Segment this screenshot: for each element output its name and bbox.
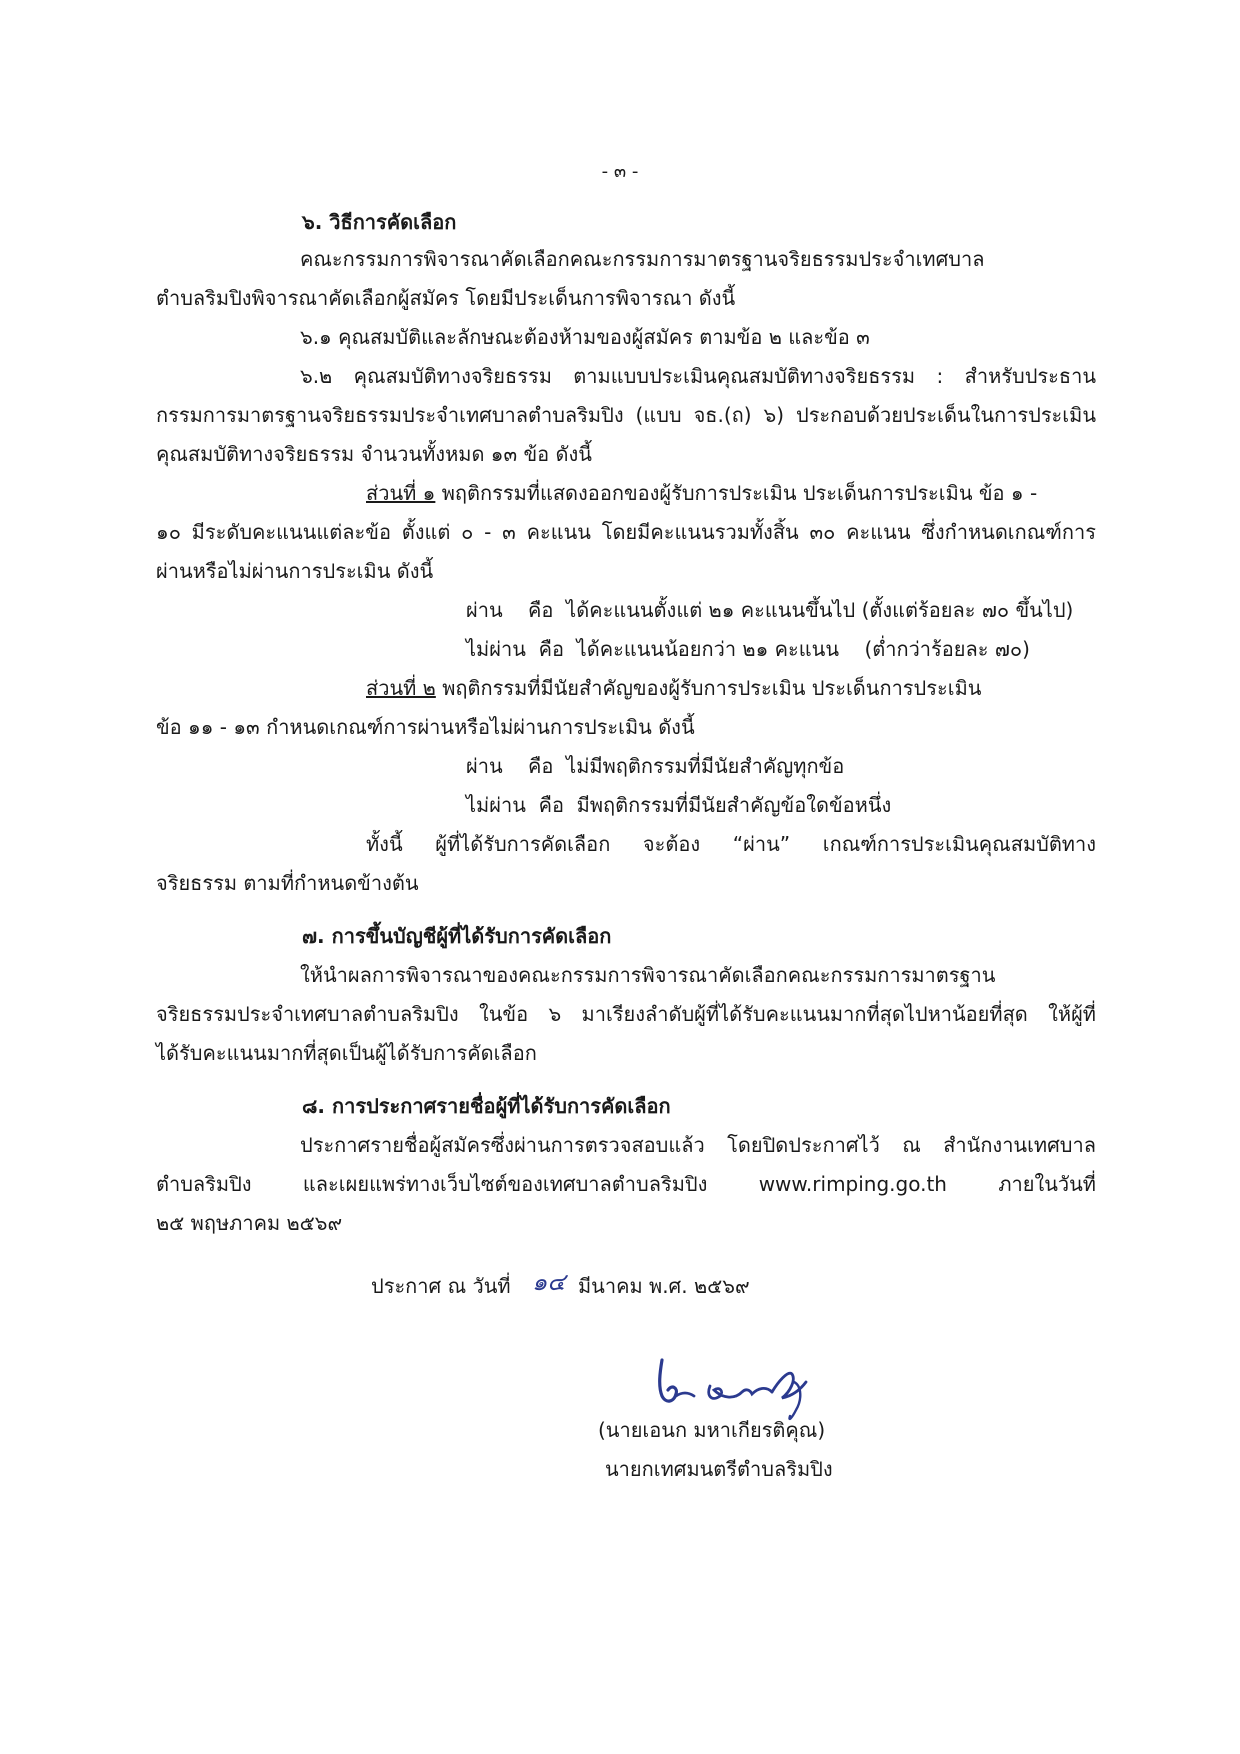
- announcement-prefix: ประกาศ ณ วันที่: [371, 1274, 511, 1298]
- section-7-line3: ได้รับคะแนนมากที่สุดเป็นผู้ได้รับการคัดเลือก: [156, 1041, 537, 1065]
- section-8-line2: ตำบลริมปิง และเผยแพร่ทางเว็บไซต์ของเทศบาลตำบลริมปิง www.rimping.go.th ภายในวันที่: [156, 1172, 1096, 1196]
- part2-fail-criteria: ไม่ผ่าน คือ มีพฤติกรรมที่มีนัยสำคัญข้อใดข้อหนึ่ง: [466, 793, 892, 817]
- item-6-2-line3: คุณสมบัติทางจริยธรรม จำนวนทั้งหมด ๑๓ ข้อ ดังนี้: [156, 442, 592, 466]
- announcement-suffix: มีนาคม พ.ศ. ๒๕๖๙: [578, 1274, 750, 1298]
- section-8-line1: ประกาศรายชื่อผู้สมัครซึ่งผ่านการตรวจสอบแล้ว โดยปิดประกาศไว้ ณ สำนักงานเทศบาล: [300, 1133, 1096, 1157]
- part1-label: ส่วนที่ ๑: [366, 481, 436, 505]
- part1-line1-text: พฤติกรรมที่แสดงออกของผู้รับการประเมิน ประเด็นการประเมิน ข้อ ๑ -: [435, 481, 1038, 505]
- part2-pass-criteria: ผ่าน คือ ไม่มีพฤติกรรมที่มีนัยสำคัญทุกข้อ: [466, 754, 845, 778]
- part2-line1: [366, 674, 1096, 702]
- section-6-intro-line1: คณะกรรมการพิจารณาคัดเลือกคณะกรรมการมาตรฐานจริยธรรมประจำเทศบาล: [300, 247, 985, 271]
- section-7-line2: จริยธรรมประจำเทศบาลตำบลริมปิง ในข้อ ๖ มาเรียงลำดับผู้ที่ได้รับคะแนนมากที่สุดไปหาน้อยที่สุด ให้ผู้ที่: [156, 1002, 1096, 1026]
- section-7-heading: ๗. การขึ้นบัญชีผู้ที่ได้รับการคัดเลือก: [302, 924, 612, 948]
- conclusion-line1: ทั้งนี้ ผู้ที่ได้รับการคัดเลือก จะต้อง “ผ่าน” เกณฑ์การประเมินคุณสมบัติทาง: [366, 832, 1096, 856]
- signatory-name: (นายเอนก มหาเกียรติคุณ): [598, 1418, 826, 1442]
- part2-line2: ข้อ ๑๑ - ๑๓ กำหนดเกณฑ์การผ่านหรือไม่ผ่านการประเมิน ดังนี้: [156, 715, 695, 739]
- item-6-1: ๖.๑ คุณสมบัติและลักษณะต้องห้ามของผู้สมัคร ตามข้อ ๒ และข้อ ๓: [300, 325, 870, 349]
- part1-pass-criteria: ผ่าน คือ ได้คะแนนตั้งแต่ ๒๑ คะแนนขึ้นไป (ตั้งแต่ร้อยละ ๗๐ ขึ้นไป): [466, 598, 1074, 622]
- section-8-heading: ๘. การประกาศรายชื่อผู้ที่ได้รับการคัดเลือก: [302, 1094, 671, 1118]
- page-number: - ๓ -: [601, 161, 639, 182]
- item-6-2-line1: ๖.๒ คุณสมบัติทางจริยธรรม ตามแบบประเมินคุณสมบัติทางจริยธรรม : สำหรับประธาน: [300, 364, 1096, 388]
- part1-fail-criteria: ไม่ผ่าน คือ ได้คะแนนน้อยกว่า ๒๑ คะแนน (ต่ำกว่าร้อยละ ๗๐): [466, 637, 1030, 661]
- handwritten-day: ๑๔: [532, 1268, 566, 1296]
- signatory-position: นายกเทศมนตรีตำบลริมปิง: [605, 1457, 833, 1481]
- signature-mark: [650, 1352, 830, 1424]
- part1-line1: [366, 479, 1096, 507]
- section-6-intro-line2: ตำบลริมปิงพิจารณาคัดเลือกผู้สมัคร โดยมีประเด็นการพิจารณา ดังนี้: [156, 286, 736, 310]
- part1-line3: ผ่านหรือไม่ผ่านการประเมิน ดังนี้: [156, 559, 434, 583]
- section-8-line3: ๒๕ พฤษภาคม ๒๕๖๙: [156, 1211, 343, 1235]
- part2-line1-text: พฤติกรรมที่มีนัยสำคัญของผู้รับการประเมิน ประเด็นการประเมิน: [435, 676, 982, 700]
- conclusion-line2: จริยธรรม ตามที่กำหนดข้างต้น: [156, 871, 419, 895]
- section-7-line1: ให้นำผลการพิจารณาของคณะกรรมการพิจารณาคัดเลือกคณะกรรมการมาตรฐาน: [300, 963, 996, 987]
- part2-label: ส่วนที่ ๒: [366, 676, 436, 700]
- part1-line2: ๑๐ มีระดับคะแนนแต่ละข้อ ตั้งแต่ ๐ - ๓ คะแนน โดยมีคะแนนรวมทั้งสิ้น ๓๐ คะแนน ซึ่งกำหนดเกณฑ์การ: [156, 520, 1096, 544]
- section-6-heading: ๖. วิธีการคัดเลือก: [302, 210, 457, 234]
- item-6-2-line2: กรรมการมาตรฐานจริยธรรมประจำเทศบาลตำบลริมปิง (แบบ จธ.(ถ) ๖) ประกอบด้วยประเด็นในการประเมิน: [156, 403, 1096, 427]
